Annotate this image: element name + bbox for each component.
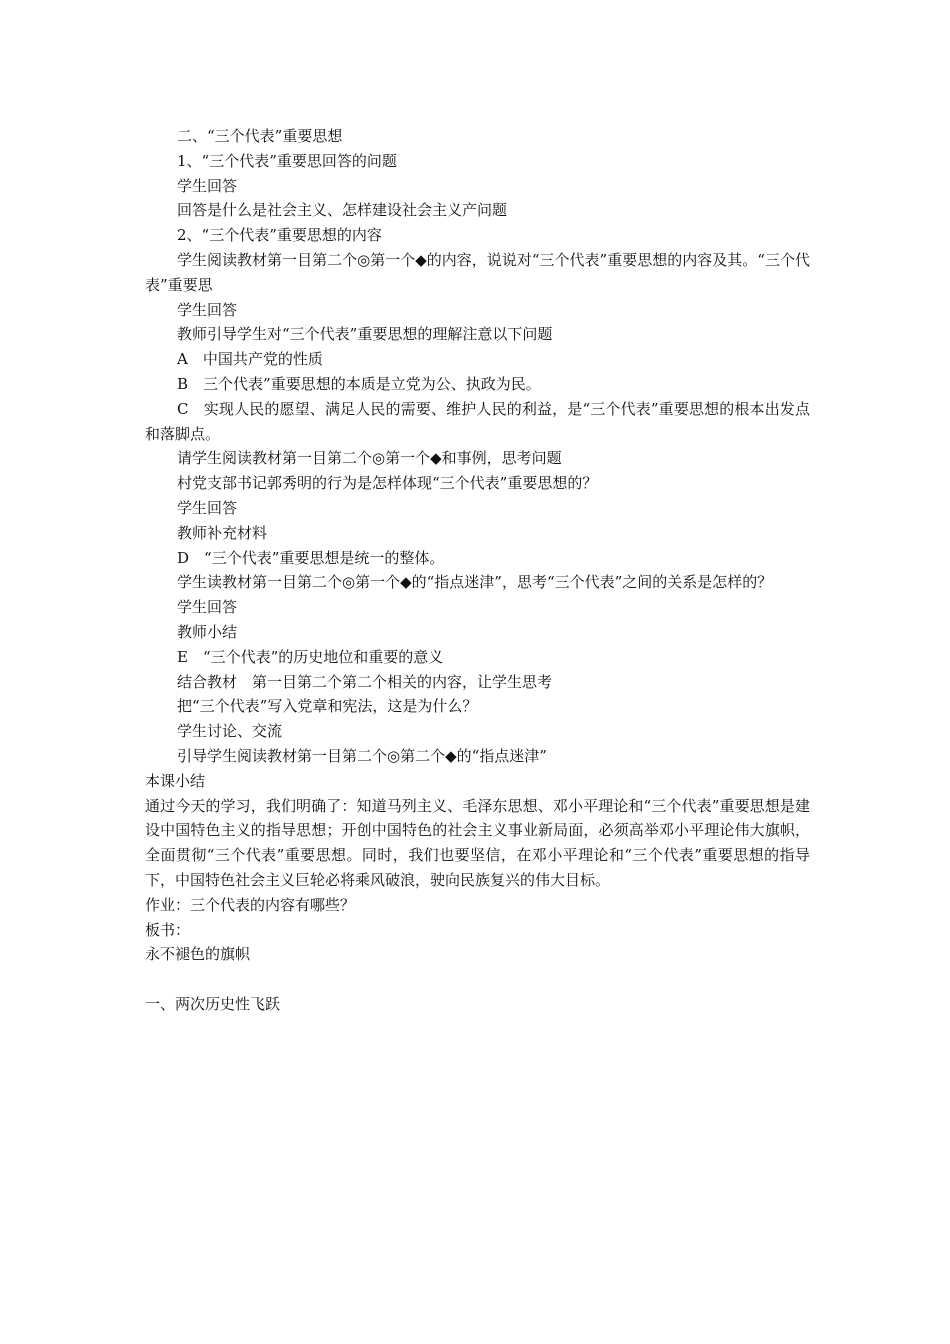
text-line: 学生回答	[177, 300, 238, 319]
text-line: 教师补充材料	[177, 523, 268, 542]
summary-paragraph: 通过今天的学习，我们明确了：知道马列主义、毛泽东思想、邓小平理论和“三个代表”重要思想是建设中国特色主义的指导思想；开创中国特色的社会主义事业新局面，必须高举邓小平理论伟大旗帜，全面贯彻“三个代表”重要思想。同时，我们也要坚信，在邓小平理论和“三个代表”重要思想的指导下，中国特色社会主义巨轮必将乘风破浪，驶向民族复兴的伟大目标。	[145, 796, 810, 889]
list-item: A 中国共产党的性质	[177, 350, 323, 369]
text-line: 把“三个代表”写入党章和宪法，这是为什么？	[177, 697, 478, 716]
blackboard-heading: 板书：	[145, 920, 191, 939]
homework-line: 作业：三个代表的内容有哪些？	[145, 895, 356, 914]
text-line: 学生回答	[177, 498, 238, 517]
list-item: E “三个代表”的历史地位和重要的意义	[177, 647, 444, 666]
subsection-heading: 2、“三个代表”重要思想的内容	[177, 226, 382, 245]
text-line: 请学生阅读教材第一目第二个◎第一个◆和事例，思考问题	[177, 449, 562, 468]
paragraph: 学生读教材第一目第二个◎第一个◆的“指点迷津”，思考“三个代表”之间的关系是怎样的？	[177, 573, 773, 592]
list-item: D “三个代表”重要思想是统一的整体。	[177, 548, 445, 567]
text-line: 教师引导学生对“三个代表”重要思想的理解注意以下问题	[177, 325, 553, 344]
text-line: 教师小结	[177, 622, 238, 641]
text-line: 村党支部书记郭秀明的行为是怎样体现“三个代表”重要思想的？	[177, 474, 598, 493]
summary-heading: 本课小结	[145, 771, 206, 790]
list-item: B 三个代表”重要思想的本质是立党为公、执政为民。	[177, 374, 541, 393]
text-line: 学生讨论、交流	[177, 722, 283, 741]
document-page	[145, 124, 810, 1017]
text-line: 学生回答	[177, 598, 238, 617]
list-item: C 实现人民的愿望、满足人民的需要、维护人民的利益，是“三个代表”重要思想的根本出发点和落脚点。	[145, 399, 810, 443]
blank-line	[145, 967, 810, 992]
subsection-heading: 1、“三个代表”重要思回答的问题	[177, 151, 397, 170]
text-line: 学生回答	[177, 176, 238, 195]
blackboard-section: 一、两次历史性飞跃	[145, 994, 281, 1013]
section-heading: 二、“三个代表”重要思想	[177, 127, 343, 145]
text-line: 回答是什么是社会主义、怎样建设社会主义产问题	[177, 201, 508, 220]
text-line: 结合教材 第一目第二个第二个相关的内容，让学生思考	[177, 672, 553, 691]
text-line: 引导学生阅读教材第一目第二个◎第二个◆的“指点迷津”	[177, 746, 547, 765]
blackboard-title: 永不褪色的旗帜	[145, 945, 251, 964]
paragraph: 学生阅读教材第一目第二个◎第一个◆的内容，说说对“三个代表”重要思想的内容及其。“三个代表”重要思	[145, 250, 810, 294]
